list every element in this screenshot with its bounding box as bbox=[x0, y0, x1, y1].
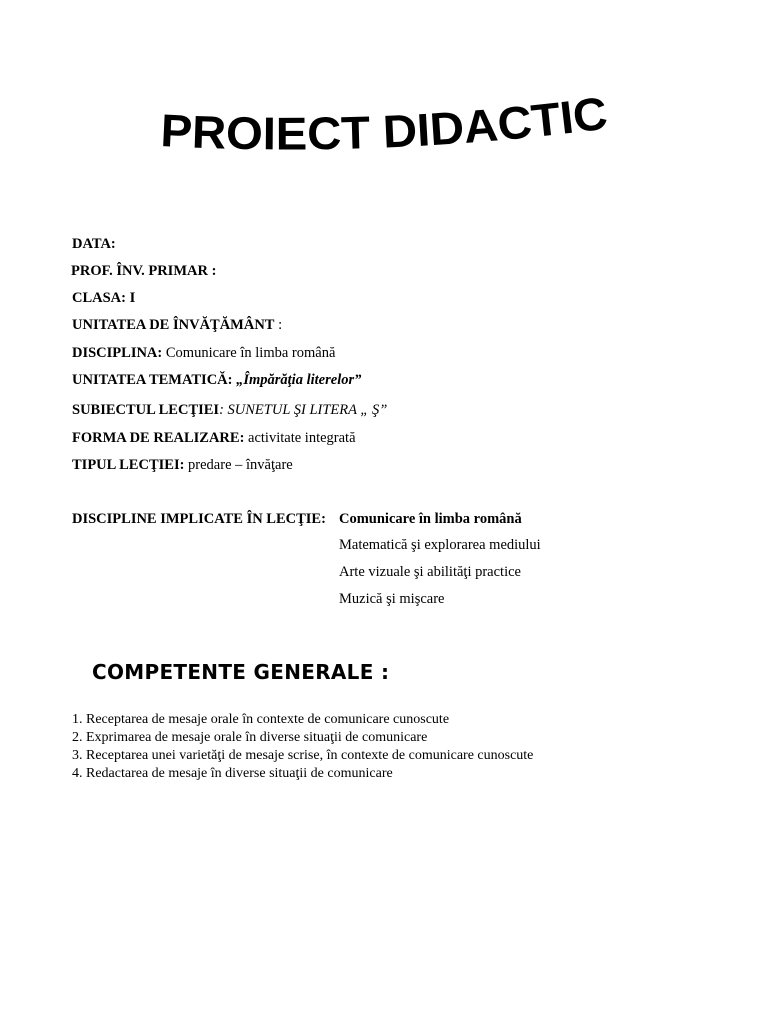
list-item: 2. Exprimarea de mesaje orale în diverse situaţii de comunicare bbox=[72, 730, 428, 745]
field-disciplina-value: Comunicare în limba română bbox=[162, 345, 336, 361]
field-disciplina bbox=[72, 345, 335, 362]
competente-heading: COMPETENTE GENERALE : bbox=[92, 660, 390, 684]
discipline-item: Arte vizuale şi abilităţi practice bbox=[339, 564, 521, 580]
field-subiectul-value: : SUNETUL ŞI LITERA „ Ş” bbox=[219, 402, 388, 418]
field-tipul-label: TIPUL LECŢIEI: bbox=[72, 457, 185, 473]
list-item: 4. Redactarea de mesaje în diverse situaţii de comunicare bbox=[72, 766, 393, 781]
field-data-label: DATA: bbox=[72, 236, 116, 252]
field-forma-value: activitate integrată bbox=[244, 430, 356, 446]
field-forma-label: FORMA DE REALIZARE: bbox=[72, 430, 245, 446]
document-title bbox=[150, 88, 620, 168]
field-unitatea-invatamant bbox=[72, 317, 282, 334]
field-clasa bbox=[72, 290, 135, 307]
field-prof-label: PROF. ÎNV. PRIMAR : bbox=[71, 263, 217, 279]
field-unitatea-invatamant-label: UNITATEA DE ÎNVĂŢĂMÂNT bbox=[72, 317, 275, 333]
field-data bbox=[72, 236, 116, 253]
field-forma bbox=[72, 430, 356, 447]
discipline-item: Comunicare în limba română bbox=[339, 511, 522, 527]
list-item: 3. Receptarea unei varietăţi de mesaje scrise, în contexte de comunicare cunoscute bbox=[72, 748, 534, 763]
field-unitatea-invatamant-value: : bbox=[274, 317, 283, 333]
field-unitatea-tematica-value: „Împărăţia literelor” bbox=[236, 372, 362, 388]
field-tipul bbox=[72, 457, 293, 474]
field-clasa-label: CLASA: I bbox=[72, 290, 136, 306]
field-unitatea-tematica-label: UNITATEA TEMATICĂ: bbox=[72, 372, 237, 388]
field-subiectul bbox=[72, 402, 387, 419]
discipline-item: Matematică şi explorarea mediului bbox=[339, 537, 541, 553]
list-item: 1. Receptarea de mesaje orale în contexte de comunicare cunoscute bbox=[72, 712, 450, 727]
field-discipline-implicate bbox=[72, 511, 326, 528]
field-subiectul-label: SUBIECTUL LECŢIEI bbox=[72, 402, 220, 418]
field-unitatea-tematica bbox=[72, 372, 361, 389]
discipline-implicate-label: DISCIPLINE IMPLICATE ÎN LECŢIE: bbox=[72, 511, 326, 527]
title-text: PROIECT DIDACTIC bbox=[159, 86, 610, 160]
field-tipul-value: predare – învăţare bbox=[184, 457, 293, 473]
discipline-item: Muzică şi mişcare bbox=[339, 591, 445, 607]
field-disciplina-label: DISCIPLINA: bbox=[72, 345, 163, 361]
field-prof bbox=[71, 263, 216, 280]
svg-text:PROIECT DIDACTIC bbox=[160, 87, 611, 160]
competente-list bbox=[72, 711, 533, 783]
